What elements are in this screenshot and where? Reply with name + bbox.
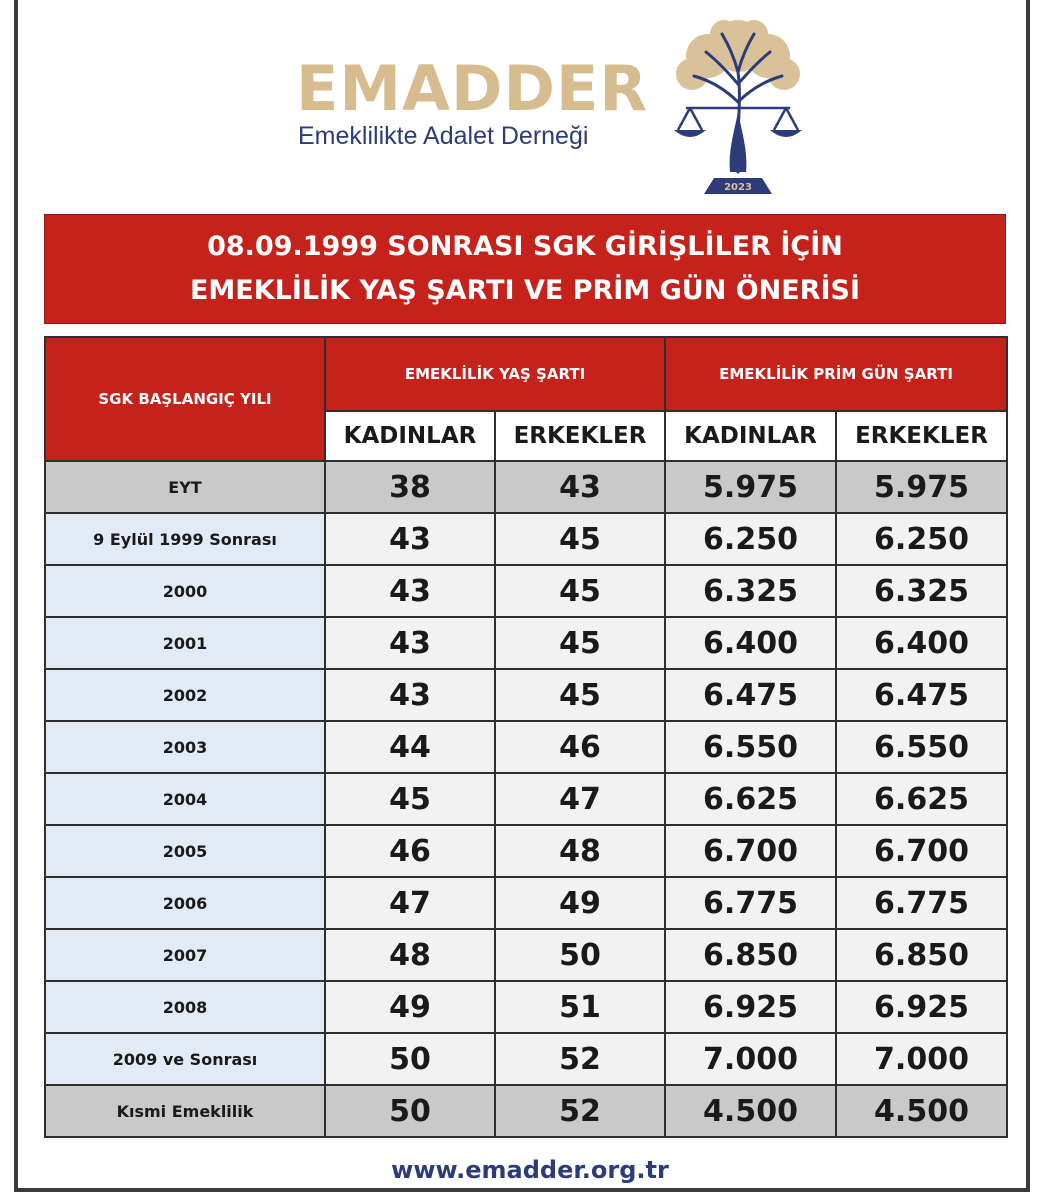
table-row [45, 617, 1007, 669]
age-men: 43 [495, 461, 665, 513]
table-row [45, 981, 1007, 1033]
row-label: 2002 [45, 669, 325, 721]
age-women: 43 [325, 669, 495, 721]
prim-women: 6.850 [665, 929, 836, 981]
table-row [45, 929, 1007, 981]
table-row [45, 773, 1007, 825]
table-row [45, 877, 1007, 929]
prim-men: 6.775 [836, 877, 1007, 929]
age-men: 52 [495, 1033, 665, 1085]
age-women: 49 [325, 981, 495, 1033]
age-men: 48 [495, 825, 665, 877]
row-label: 2003 [45, 721, 325, 773]
prim-women: 6.775 [665, 877, 836, 929]
website-url: www.emadder.org.tr [391, 1156, 669, 1184]
prim-men: 6.400 [836, 617, 1007, 669]
table-row [45, 565, 1007, 617]
age-men: 51 [495, 981, 665, 1033]
row-label: 2004 [45, 773, 325, 825]
age-men: 45 [495, 617, 665, 669]
table-row [45, 1033, 1007, 1085]
prim-women: 4.500 [665, 1085, 836, 1137]
age-men: 45 [495, 669, 665, 721]
prim-women: 6.700 [665, 825, 836, 877]
title-line-1: 08.09.1999 SONRASI SGK GİRİŞLİLER İÇİN [207, 231, 843, 262]
row-label: 2007 [45, 929, 325, 981]
age-women: 47 [325, 877, 495, 929]
age-women: 38 [325, 461, 495, 513]
age-men: 47 [495, 773, 665, 825]
prim-men: 7.000 [836, 1033, 1007, 1085]
table-row [45, 1085, 1007, 1137]
table-row [45, 513, 1007, 565]
row-label: 2001 [45, 617, 325, 669]
table-row [45, 669, 1007, 721]
prim-women: 6.550 [665, 721, 836, 773]
row-label: 2006 [45, 877, 325, 929]
header-age-men: ERKEKLER [495, 411, 665, 461]
age-women: 43 [325, 513, 495, 565]
justice-tree-logo [668, 12, 808, 204]
prim-women: 6.475 [665, 669, 836, 721]
table-row [45, 461, 1007, 513]
age-women: 50 [325, 1033, 495, 1085]
age-women: 44 [325, 721, 495, 773]
row-label: 2009 ve Sonrası [45, 1033, 325, 1085]
logo-subtitle: Emeklilikte Adalet Derneği [298, 122, 589, 150]
prim-women: 6.400 [665, 617, 836, 669]
age-women: 50 [325, 1085, 495, 1137]
logo-wordmark: EMADDER [296, 52, 649, 125]
prim-men: 4.500 [836, 1085, 1007, 1137]
header-start-year: SGK BAŞLANGIÇ YILI [45, 337, 325, 461]
age-men: 45 [495, 565, 665, 617]
title-line-2: EMEKLİLİK YAŞ ŞARTI VE PRİM GÜN ÖNERİSİ [189, 275, 861, 306]
age-men: 52 [495, 1085, 665, 1137]
prim-women: 7.000 [665, 1033, 836, 1085]
prim-women: 6.250 [665, 513, 836, 565]
age-women: 45 [325, 773, 495, 825]
prim-women: 6.925 [665, 981, 836, 1033]
prim-women: 6.325 [665, 565, 836, 617]
prim-men: 6.325 [836, 565, 1007, 617]
age-men: 45 [495, 513, 665, 565]
title-banner [44, 214, 1006, 324]
prim-men: 6.550 [836, 721, 1007, 773]
table-row [45, 721, 1007, 773]
prim-men: 6.475 [836, 669, 1007, 721]
age-men: 46 [495, 721, 665, 773]
prim-men: 6.700 [836, 825, 1007, 877]
row-label: 2005 [45, 825, 325, 877]
header-age-group: EMEKLİLİK YAŞ ŞARTI [325, 337, 665, 411]
table-row [45, 825, 1007, 877]
header-prim-group: EMEKLİLİK PRİM GÜN ŞARTI [665, 337, 1007, 411]
row-label: 9 Eylül 1999 Sonrası [45, 513, 325, 565]
prim-women: 5.975 [665, 461, 836, 513]
row-label: Kısmi Emeklilik [45, 1085, 325, 1137]
age-women: 46 [325, 825, 495, 877]
header-age-women: KADINLAR [325, 411, 495, 461]
row-label: EYT [45, 461, 325, 513]
age-women: 43 [325, 617, 495, 669]
prim-men: 5.975 [836, 461, 1007, 513]
row-label: 2000 [45, 565, 325, 617]
age-women: 43 [325, 565, 495, 617]
logo-year: 2023 [724, 182, 752, 193]
prim-men: 6.925 [836, 981, 1007, 1033]
age-men: 50 [495, 929, 665, 981]
retirement-table [44, 336, 1008, 1138]
header-prim-men: ERKEKLER [836, 411, 1007, 461]
header-prim-women: KADINLAR [665, 411, 836, 461]
prim-men: 6.250 [836, 513, 1007, 565]
age-women: 48 [325, 929, 495, 981]
row-label: 2008 [45, 981, 325, 1033]
prim-men: 6.850 [836, 929, 1007, 981]
age-men: 49 [495, 877, 665, 929]
prim-men: 6.625 [836, 773, 1007, 825]
prim-women: 6.625 [665, 773, 836, 825]
